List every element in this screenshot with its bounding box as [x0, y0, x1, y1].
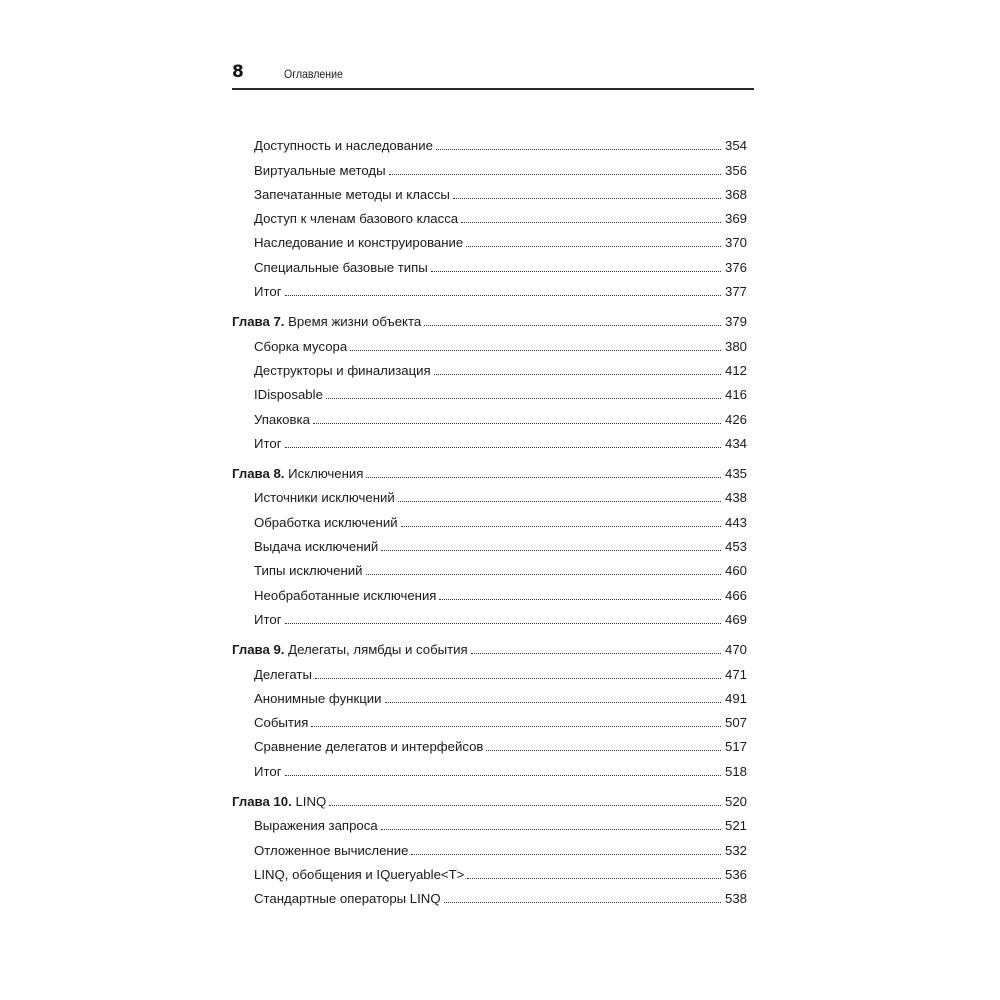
toc-section-entry[interactable]: [232, 883, 747, 907]
dot-leader: [453, 197, 721, 199]
toc-entry-title-group: [254, 210, 458, 227]
table-of-contents: [232, 130, 747, 907]
toc-section-entry[interactable]: [232, 130, 747, 154]
page-reference: 536: [724, 866, 747, 882]
page-reference: 517: [724, 739, 747, 755]
toc-entry-title-group: [254, 763, 282, 780]
toc-section-entry[interactable]: [232, 859, 747, 883]
section-title: Доступ к членам базового класса: [254, 211, 459, 227]
page-reference: 453: [724, 539, 747, 555]
dot-leader: [385, 701, 721, 703]
dot-leader: [285, 446, 721, 448]
section-title: Доступность и наследование: [254, 138, 433, 154]
toc-section-entry[interactable]: [232, 579, 747, 603]
toc-section-entry[interactable]: [232, 428, 747, 452]
section-title: Выдача исключений: [254, 539, 379, 555]
section-title: Обработка исключений: [254, 514, 398, 530]
toc-section-entry[interactable]: [232, 154, 747, 178]
toc-section-entry[interactable]: [232, 276, 747, 300]
page-reference: 520: [724, 794, 747, 810]
page-reference: 379: [724, 314, 747, 330]
dot-leader: [285, 774, 721, 776]
page-reference: 426: [724, 411, 747, 427]
toc-entry-title-group: [254, 411, 310, 428]
page-number: 8: [232, 62, 244, 82]
page-reference: 434: [724, 435, 747, 451]
toc-entry-title-group: [254, 435, 282, 452]
toc-section-entry[interactable]: [232, 227, 747, 251]
toc-section-entry[interactable]: [232, 179, 747, 203]
toc-chapter-entry[interactable]: [232, 786, 747, 810]
section-title: Анонимные функции: [254, 690, 382, 706]
page-reference: 443: [724, 514, 747, 530]
chapter-title: Время жизни объекта: [288, 314, 422, 330]
page-reference: 518: [724, 763, 747, 779]
section-title: Типы исключений: [254, 563, 363, 579]
dot-leader: [424, 324, 721, 326]
dot-leader: [285, 622, 721, 624]
toc-entry-title-group: [254, 890, 441, 907]
dot-leader: [411, 853, 721, 855]
page-reference: 532: [724, 842, 747, 858]
section-title: Выражения запроса: [254, 818, 378, 834]
toc-section-entry[interactable]: [232, 379, 747, 403]
toc-entry-title-group: [254, 690, 382, 707]
toc-entry-title-group: [254, 562, 363, 579]
chapter-title: LINQ: [295, 794, 327, 810]
toc-section-entry[interactable]: [232, 355, 747, 379]
toc-entry-title-group: [232, 313, 421, 330]
section-title: Упаковка: [254, 411, 310, 427]
dot-leader: [329, 804, 721, 806]
dot-leader: [434, 373, 721, 375]
page-reference: 491: [724, 690, 747, 706]
toc-section-entry[interactable]: [232, 707, 747, 731]
toc-section-entry[interactable]: [232, 555, 747, 579]
toc-entry-title-group: [254, 714, 308, 731]
toc-section-entry[interactable]: [232, 531, 747, 555]
toc-entry-title-group: [254, 162, 386, 179]
page-reference: 521: [724, 818, 747, 834]
toc-entry-title-group: [254, 587, 436, 604]
toc-section-entry[interactable]: [232, 810, 747, 834]
dot-leader: [461, 221, 721, 223]
dot-leader: [311, 725, 721, 727]
dot-leader: [366, 573, 721, 575]
toc-entry-title-group: [254, 362, 431, 379]
toc-section-entry[interactable]: [232, 834, 747, 858]
section-title: Итог: [254, 284, 282, 300]
section-title: Итог: [254, 611, 282, 627]
section-title: Сборка мусора: [254, 338, 348, 354]
dot-leader: [486, 749, 721, 751]
page-reference: 438: [724, 490, 747, 506]
dot-leader: [436, 148, 721, 150]
dot-leader: [467, 877, 721, 879]
page-reference: 460: [724, 563, 747, 579]
page-reference: 376: [724, 259, 747, 275]
page-reference: 356: [724, 162, 747, 178]
toc-section-entry[interactable]: [232, 506, 747, 530]
toc-chapter-entry[interactable]: [232, 306, 747, 330]
toc-section-entry[interactable]: [232, 731, 747, 755]
page-reference: 369: [724, 211, 747, 227]
toc-entry-title-group: [232, 793, 326, 810]
toc-section-entry[interactable]: [232, 604, 747, 628]
toc-entry-title-group: [254, 866, 464, 883]
toc-entry-title-group: [254, 817, 378, 834]
dot-leader: [326, 397, 721, 399]
toc-entry-title-group: [254, 514, 398, 531]
chapter-title: Исключения: [288, 466, 364, 482]
dot-leader: [471, 652, 721, 654]
page-reference: 507: [724, 715, 747, 731]
chapter-number: Глава 8.: [232, 466, 285, 482]
page-reference: 370: [724, 235, 747, 251]
dot-leader: [439, 598, 721, 600]
chapter-title: Делегаты, лямбды и события: [288, 642, 468, 658]
dot-leader: [431, 270, 721, 272]
dot-leader: [381, 549, 721, 551]
toc-entry-title-group: [254, 538, 378, 555]
page-reference: 354: [724, 138, 747, 154]
dot-leader: [444, 901, 721, 903]
toc-entry-title-group: [254, 842, 408, 859]
dot-leader: [401, 525, 721, 527]
section-title: Деструкторы и финализация: [254, 362, 431, 378]
chapter-number: Глава 9.: [232, 642, 285, 658]
section-title: Специальные базовые типы: [254, 259, 428, 275]
toc-entry-title-group: [254, 386, 323, 403]
toc-entry-title-group: [254, 738, 483, 755]
page-reference: 368: [724, 186, 747, 202]
toc-chapter-entry[interactable]: [232, 634, 747, 658]
toc-entry-title-group: [254, 234, 463, 251]
section-title: Стандартные операторы LINQ: [254, 891, 441, 907]
toc-chapter-entry[interactable]: [232, 458, 747, 482]
section-title: Итог: [254, 763, 282, 779]
toc-entry-title-group: [254, 137, 433, 154]
section-title: Запечатанные методы и классы: [254, 186, 450, 202]
toc-entry-title-group: [254, 611, 282, 628]
page-reference: 412: [724, 362, 747, 378]
page-reference: 470: [724, 642, 747, 658]
toc-entry-title-group: [254, 283, 282, 300]
dot-leader: [350, 349, 721, 351]
dot-leader: [466, 245, 721, 247]
toc-section-entry[interactable]: [232, 330, 747, 354]
page-reference: 538: [724, 891, 747, 907]
section-title: Необработанные исключения: [254, 587, 437, 603]
section-title: События: [254, 715, 309, 731]
running-title: Оглавление: [284, 67, 343, 81]
toc-section-entry[interactable]: [232, 203, 747, 227]
section-title: Отложенное вычисление: [254, 842, 409, 858]
toc-section-entry[interactable]: [232, 755, 747, 779]
chapter-number: Глава 10.: [232, 794, 292, 810]
page-reference: 466: [724, 587, 747, 603]
page-reference: 377: [724, 284, 747, 300]
section-title: IDisposable: [254, 387, 323, 403]
toc-entry-title-group: [254, 338, 347, 355]
dot-leader: [313, 422, 721, 424]
toc-entry-title-group: [254, 666, 312, 683]
dot-leader: [315, 677, 721, 679]
section-title: Делегаты: [254, 666, 312, 682]
dot-leader: [366, 476, 721, 478]
dot-leader: [398, 500, 721, 502]
page-reference: 469: [724, 611, 747, 627]
chapter-number: Глава 7.: [232, 314, 285, 330]
toc-section-entry[interactable]: [232, 251, 747, 275]
section-title: Источники исключений: [254, 490, 395, 506]
toc-entry-title-group: [232, 465, 363, 482]
page-reference: 380: [724, 338, 747, 354]
toc-section-entry[interactable]: [232, 683, 747, 707]
toc-entry-title-group: [254, 489, 395, 506]
page-reference: 435: [724, 466, 747, 482]
section-title: Наследование и конструирование: [254, 235, 464, 251]
toc-section-entry[interactable]: [232, 403, 747, 427]
page-reference: 416: [724, 387, 747, 403]
page-header: [232, 62, 754, 90]
section-title: Сравнение делегатов и интерфейсов: [254, 739, 484, 755]
dot-leader: [389, 173, 721, 175]
dot-leader: [285, 294, 721, 296]
dot-leader: [381, 828, 721, 830]
page-reference: 471: [724, 666, 747, 682]
toc-entry-title-group: [254, 186, 450, 203]
toc-section-entry[interactable]: [232, 658, 747, 682]
toc-entry-title-group: [254, 259, 428, 276]
section-title: Итог: [254, 435, 282, 451]
section-title: Виртуальные методы: [254, 162, 386, 178]
toc-entry-title-group: [232, 641, 468, 658]
section-title: LINQ, обобщения и IQueryable<T>: [254, 866, 465, 882]
toc-section-entry[interactable]: [232, 482, 747, 506]
